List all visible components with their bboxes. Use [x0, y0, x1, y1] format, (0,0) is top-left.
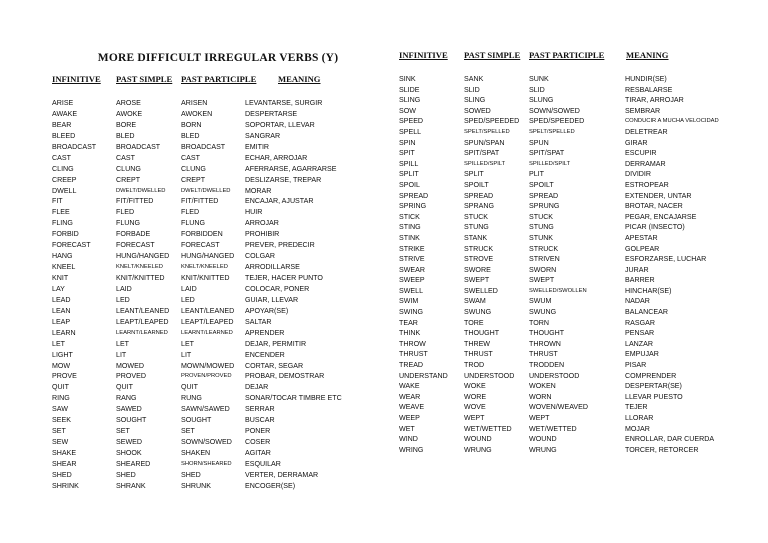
- page-title: MORE DIFFICULT IRREGULAR VERBS (Y): [97, 52, 339, 64]
- past-participle-cell: STUCK: [529, 212, 554, 221]
- infinitive-cell: SHED: [52, 470, 72, 479]
- past-simple-cell: STRUCK: [464, 244, 494, 253]
- meaning-cell: ARROJAR: [245, 219, 279, 228]
- meaning-cell: SANGRAR: [245, 131, 281, 140]
- meaning-cell: EMPUJAR: [625, 350, 659, 359]
- past-simple-cell: FIT/FITTED: [116, 197, 154, 206]
- past-simple-cell: CAST: [116, 153, 135, 162]
- infinitive-cell: BROADCAST: [52, 142, 97, 151]
- infinitive-cell: LET: [52, 339, 66, 348]
- past-simple-cell: WOUND: [464, 435, 492, 444]
- past-participle-cell: DWELT/DWELLED: [181, 187, 231, 194]
- infinitive-cell: SPREAD: [399, 191, 429, 200]
- past-participle-cell: LEAPT/LEAPED: [181, 317, 234, 326]
- past-participle-cell: TORN: [529, 318, 549, 327]
- past-simple-cell: SPLIT: [464, 170, 484, 179]
- past-participle-cell: LEANT/LEANED: [181, 306, 235, 315]
- past-participle-cell: SHRUNK: [181, 481, 211, 490]
- header-meaning: MEANING: [626, 50, 669, 60]
- meaning-cell: GOLPEAR: [625, 244, 660, 253]
- past-simple-cell: WRUNG: [464, 445, 492, 454]
- infinitive-cell: SHAKE: [52, 449, 77, 457]
- infinitive-cell: FORECAST: [52, 241, 91, 250]
- past-participle-cell: AWOKEN: [181, 109, 213, 118]
- past-participle-cell: SHED: [181, 470, 201, 479]
- past-simple-cell: SHED: [116, 470, 136, 479]
- past-participle-cell: BORN: [181, 120, 202, 129]
- infinitive-cell: FLEE: [52, 208, 70, 217]
- past-participle-cell: SAWN/SAWED: [181, 405, 230, 414]
- past-simple-cell: LEANT/LEANED: [116, 306, 170, 315]
- past-simple-cell: SEWED: [116, 438, 143, 447]
- past-participle-cell: STUNK: [529, 233, 554, 242]
- header-past-participle: PAST PARTICIPLE: [181, 74, 257, 84]
- past-simple-cell: SPOILT: [464, 180, 489, 189]
- meaning-cell: SEMBRAR: [625, 106, 661, 115]
- past-participle-cell: WOKEN: [529, 382, 556, 391]
- infinitive-cell: STRIVE: [399, 255, 425, 264]
- past-participle-cell: THOUGHT: [529, 329, 565, 338]
- past-simple-cell: SPRANG: [464, 202, 494, 211]
- meaning-cell: APRENDER: [245, 328, 285, 337]
- infinitive-cell: SWEAR: [399, 265, 426, 274]
- past-participle-cell: SLID: [529, 85, 545, 94]
- meaning-cell: HINCHAR(SE): [625, 286, 672, 295]
- past-simple-cell: MOWED: [116, 361, 144, 370]
- past-simple-cell: FORECAST: [116, 241, 155, 250]
- infinitive-cell: WIND: [399, 435, 418, 444]
- meaning-cell: LLORAR: [625, 414, 654, 422]
- infinitive-cell: BLEED: [52, 131, 76, 140]
- meaning-cell: LEVANTARSE, SURGIR: [245, 99, 323, 107]
- past-simple-cell: SHEARED: [116, 459, 151, 468]
- infinitive-cell: SPEED: [399, 117, 424, 126]
- past-participle-cell: SLUNG: [529, 96, 554, 105]
- past-participle-cell: HUNG/HANGED: [181, 252, 235, 261]
- past-participle-cell: WORN: [529, 392, 552, 401]
- infinitive-cell: FORBID: [52, 230, 79, 239]
- meaning-cell: SOPORTAR, LLEVAR: [245, 120, 315, 129]
- infinitive-cell: THRUST: [399, 350, 428, 359]
- header-infinitive: INFINITIVE: [399, 50, 448, 60]
- past-simple-cell: BORE: [116, 120, 137, 129]
- past-participle-cell: FLUNG: [181, 219, 206, 228]
- infinitive-cell: STRIKE: [399, 244, 425, 253]
- past-participle-cell: STRUCK: [529, 244, 559, 253]
- past-simple-cell: SPILLED/SPILT: [464, 160, 506, 167]
- infinitive-cell: WAKE: [399, 382, 420, 391]
- meaning-cell: DESLIZARSE, TREPAR: [245, 175, 322, 184]
- meaning-cell: ENCOGER(SE): [245, 481, 296, 490]
- past-simple-cell: BROADCAST: [116, 142, 161, 151]
- infinitive-cell: ARISE: [52, 99, 74, 107]
- past-participle-cell: SPREAD: [529, 191, 559, 200]
- meaning-cell: MOJAR: [625, 424, 650, 433]
- past-participle-cell: STUNG: [529, 223, 554, 232]
- infinitive-cell: SET: [52, 427, 66, 436]
- past-simple-cell: SLING: [464, 96, 486, 105]
- infinitive-cell: LEAP: [52, 317, 71, 326]
- past-simple-cell: SLID: [464, 85, 480, 94]
- past-participle-cell: SPED/SPEEDED: [529, 117, 585, 126]
- past-participle-cell: SHORN/SHEARED: [181, 460, 232, 467]
- past-simple-cell: DWELT/DWELLED: [116, 187, 166, 194]
- infinitive-cell: WEAR: [399, 392, 421, 401]
- past-participle-cell: SOWN/SOWED: [181, 438, 232, 447]
- infinitive-cell: HANG: [52, 252, 73, 261]
- meaning-cell: ESTROPEAR: [625, 180, 669, 189]
- meaning-cell: PICAR (INSECTO): [625, 223, 685, 232]
- meaning-cell: AFERRARSE, AGARRARSE: [245, 164, 337, 173]
- infinitive-cell: TEAR: [399, 318, 418, 327]
- past-participle-cell: TRODDEN: [529, 361, 565, 370]
- past-participle-cell: FIT/FITTED: [181, 197, 219, 206]
- meaning-cell: COLOCAR, PONER: [245, 284, 310, 293]
- infinitive-cell: BEAR: [52, 120, 72, 129]
- meaning-cell: NADAR: [625, 297, 650, 306]
- past-participle-cell: SWORN: [529, 265, 557, 274]
- meaning-cell: COLGAR: [245, 252, 275, 261]
- past-simple-cell: STANK: [464, 233, 488, 242]
- infinitive-cell: SWEEP: [399, 276, 425, 285]
- past-simple-cell: LEAPT/LEAPED: [116, 317, 169, 326]
- past-participle-cell: BROADCAST: [181, 142, 226, 151]
- past-participle-cell: FORBIDDEN: [181, 230, 223, 239]
- infinitive-cell: KNEEL: [52, 263, 76, 272]
- past-participle-cell: SHAKEN: [181, 449, 211, 457]
- past-simple-cell: WOVE: [464, 403, 486, 412]
- meaning-cell: LANZAR: [625, 339, 653, 348]
- past-simple-cell: UNDERSTOOD: [464, 371, 515, 380]
- past-simple-cell: WOKE: [464, 382, 486, 391]
- past-participle-cell: QUIT: [181, 383, 198, 392]
- header-meaning: MEANING: [278, 74, 321, 84]
- past-simple-cell: WEPT: [464, 414, 485, 422]
- meaning-cell: BUSCAR: [245, 416, 275, 425]
- past-simple-cell: THOUGHT: [464, 329, 500, 338]
- meaning-cell: VERTER, DERRAMAR: [245, 470, 319, 479]
- infinitive-cell: DWELL: [52, 186, 77, 195]
- past-participle-cell: ARISEN: [181, 99, 208, 107]
- infinitive-cell: RING: [52, 394, 70, 403]
- past-participle-cell: LIT: [181, 350, 192, 359]
- infinitive-cell: SINK: [399, 75, 416, 83]
- past-simple-cell: HUNG/HANGED: [116, 252, 170, 261]
- past-participle-cell: CLUNG: [181, 164, 206, 173]
- meaning-cell: EXTENDER, UNTAR: [625, 191, 692, 200]
- past-participle-cell: CAST: [181, 153, 200, 162]
- infinitive-cell: FIT: [52, 197, 63, 206]
- infinitive-cell: SEW: [52, 438, 69, 447]
- past-participle-cell: LEARNT/LEARNED: [181, 329, 233, 336]
- meaning-cell: COSER: [245, 438, 271, 447]
- past-simple-cell: STROVE: [464, 255, 494, 264]
- meaning-cell: DIVIDIR: [625, 170, 652, 179]
- past-simple-cell: FLUNG: [116, 219, 141, 228]
- meaning-cell: ESFORZARSE, LUCHAR: [625, 255, 707, 264]
- infinitive-cell: SWING: [399, 308, 424, 317]
- infinitive-cell: STING: [399, 223, 421, 232]
- infinitive-cell: CAST: [52, 153, 71, 162]
- past-simple-cell: LIT: [116, 350, 127, 359]
- past-simple-cell: SET: [116, 427, 130, 436]
- meaning-cell: BALANCEAR: [625, 308, 668, 317]
- infinitive-cell: KNIT: [52, 274, 69, 282]
- infinitive-cell: SPIT: [399, 149, 415, 158]
- past-participle-cell: SPUN: [529, 138, 549, 147]
- infinitive-cell: LAY: [52, 284, 65, 293]
- past-participle-cell: WOVEN/WEAVED: [529, 403, 588, 412]
- meaning-cell: DELETREAR: [625, 127, 668, 136]
- past-participle-cell: WEPT: [529, 414, 550, 422]
- meaning-cell: DEJAR: [245, 383, 269, 392]
- meaning-cell: APESTAR: [625, 233, 658, 242]
- infinitive-cell: SPOIL: [399, 180, 420, 189]
- meaning-cell: HUNDIR(SE): [625, 75, 667, 83]
- past-simple-cell: CLUNG: [116, 164, 141, 173]
- infinitive-cell: LEAN: [52, 306, 71, 315]
- past-participle-cell: RUNG: [181, 394, 202, 403]
- meaning-cell: EMITIR: [245, 142, 270, 151]
- infinitive-cell: SEEK: [52, 416, 71, 425]
- meaning-cell: GUIAR, LLEVAR: [245, 295, 299, 304]
- past-simple-cell: RANG: [116, 394, 137, 403]
- past-simple-cell: BLED: [116, 131, 135, 140]
- past-participle-cell: SUNK: [529, 75, 549, 83]
- meaning-cell: PEGAR, ENCAJARSE: [625, 212, 697, 221]
- infinitive-cell: SWIM: [399, 297, 419, 306]
- meaning-cell: TIRAR, ARROJAR: [625, 96, 684, 105]
- infinitive-cell: WRING: [399, 445, 424, 454]
- meaning-cell: PISAR: [625, 361, 647, 370]
- infinitive-cell: SHRINK: [52, 481, 79, 490]
- past-simple-cell: WET/WETTED: [464, 424, 512, 433]
- past-participle-cell: THROWN: [529, 339, 561, 348]
- meaning-cell: CORTAR, SEGAR: [245, 361, 304, 370]
- past-simple-cell: SPELT/SPELLED: [464, 128, 510, 135]
- meaning-cell: TEJER: [625, 403, 648, 412]
- past-simple-cell: SOWED: [464, 106, 491, 115]
- past-participle-cell: KNELT/KNEELED: [181, 264, 228, 271]
- past-simple-cell: PROVED: [116, 372, 146, 381]
- meaning-cell: RASGAR: [625, 318, 655, 327]
- infinitive-cell: SAW: [52, 405, 68, 414]
- past-participle-cell: SET: [181, 427, 195, 436]
- past-simple-cell: TROD: [464, 361, 485, 370]
- past-simple-cell: SWAM: [464, 297, 486, 306]
- past-simple-cell: LEARNT/LEARNED: [116, 329, 168, 336]
- meaning-cell: DERRAMAR: [625, 159, 666, 168]
- meaning-cell: JURAR: [625, 265, 649, 274]
- past-simple-cell: KNIT/KNITTED: [116, 274, 165, 282]
- meaning-cell: DEJAR, PERMITIR: [245, 339, 307, 348]
- past-participle-cell: SPILLED/SPILT: [529, 160, 571, 167]
- past-participle-cell: STRIVEN: [529, 255, 560, 264]
- past-participle-cell: SOUGHT: [181, 416, 212, 425]
- header-past-simple: PAST SIMPLE: [116, 74, 173, 84]
- infinitive-cell: SPELL: [399, 127, 422, 136]
- infinitive-cell: STICK: [399, 212, 420, 221]
- infinitive-cell: SLIDE: [399, 85, 420, 94]
- infinitive-cell: AWAKE: [52, 109, 78, 118]
- past-simple-cell: STUNG: [464, 223, 489, 232]
- infinitive-cell: QUIT: [52, 383, 69, 392]
- past-participle-cell: FLED: [181, 208, 200, 217]
- meaning-cell: ARRODILLARSE: [245, 263, 300, 272]
- past-simple-cell: AWOKE: [116, 109, 143, 118]
- past-simple-cell: FORBADE: [116, 230, 151, 239]
- infinitive-cell: FLING: [52, 219, 73, 228]
- past-participle-cell: SPOILT: [529, 180, 554, 189]
- header-past-simple: PAST SIMPLE: [464, 50, 521, 60]
- infinitive-cell: LIGHT: [52, 350, 73, 359]
- past-participle-cell: LAID: [181, 284, 197, 293]
- infinitive-cell: UNDERSTAND: [399, 371, 448, 380]
- meaning-cell: ENCAJAR, AJUSTAR: [245, 197, 314, 206]
- meaning-cell: ENCENDER: [245, 350, 285, 359]
- header-infinitive: INFINITIVE: [52, 74, 101, 84]
- infinitive-cell: THINK: [399, 329, 421, 338]
- past-simple-cell: SAWED: [116, 405, 142, 414]
- meaning-cell: HUIR: [245, 208, 263, 217]
- meaning-cell: ECHAR, ARROJAR: [245, 153, 308, 162]
- infinitive-cell: LEAD: [52, 295, 71, 304]
- past-simple-cell: AROSE: [116, 99, 141, 107]
- past-simple-cell: LAID: [116, 284, 132, 293]
- meaning-cell: AGITAR: [245, 449, 271, 457]
- past-participle-cell: SPRUNG: [529, 202, 560, 211]
- past-simple-cell: SOUGHT: [116, 416, 147, 425]
- meaning-cell: BARRER: [625, 276, 655, 285]
- infinitive-cell: MOW: [52, 361, 71, 370]
- past-participle-cell: PLIT: [529, 170, 544, 179]
- infinitive-cell: LEARN: [52, 328, 76, 337]
- past-participle-cell: PROVEN/PROVED: [181, 373, 232, 380]
- meaning-cell: ESCUPIR: [625, 149, 657, 158]
- past-participle-cell: SWEPT: [529, 276, 555, 285]
- past-simple-cell: SHOOK: [116, 449, 142, 457]
- meaning-cell: DESPERTARSE: [245, 109, 298, 118]
- meaning-cell: RESBALARSE: [625, 85, 673, 94]
- past-participle-cell: SPIT/SPAT: [529, 149, 565, 158]
- past-simple-cell: STUCK: [464, 212, 489, 221]
- past-simple-cell: QUIT: [116, 383, 133, 392]
- past-participle-cell: WET/WETTED: [529, 424, 577, 433]
- past-participle-cell: SWELLED/SWOLLEN: [529, 287, 587, 294]
- past-participle-cell: LED: [181, 295, 195, 304]
- past-participle-cell: BLED: [181, 131, 200, 140]
- infinitive-cell: CLING: [52, 164, 74, 173]
- past-participle-cell: SOWN/SOWED: [529, 106, 580, 115]
- past-participle-cell: UNDERSTOOD: [529, 371, 580, 380]
- infinitive-cell: THROW: [399, 339, 426, 348]
- past-simple-cell: SPED/SPEEDED: [464, 117, 520, 126]
- past-simple-cell: SANK: [464, 75, 484, 83]
- past-participle-cell: SWUM: [529, 297, 552, 306]
- past-participle-cell: SPELT/SPELLED: [529, 128, 575, 135]
- meaning-cell: PROBAR, DEMOSTRAR: [245, 372, 325, 381]
- past-simple-cell: TORE: [464, 318, 484, 327]
- infinitive-cell: STINK: [399, 233, 420, 242]
- meaning-cell: TEJER, HACER PUNTO: [245, 274, 323, 282]
- infinitive-cell: SPRING: [399, 202, 427, 211]
- meaning-cell: ENROLLAR, DAR CUERDA: [625, 435, 715, 444]
- meaning-cell: PONER: [245, 427, 271, 436]
- meaning-cell: TORCER, RETORCER: [625, 445, 699, 454]
- past-simple-cell: SHRANK: [116, 481, 146, 490]
- past-simple-cell: THREW: [464, 339, 491, 348]
- meaning-cell: CONDUCIR A MUCHA VELOCIDAD: [625, 118, 719, 125]
- infinitive-cell: WEAVE: [399, 403, 425, 412]
- meaning-cell: PENSAR: [625, 329, 655, 338]
- meaning-cell: COMPRENDER: [625, 371, 677, 380]
- meaning-cell: GIRAR: [625, 138, 648, 147]
- past-simple-cell: LET: [116, 339, 130, 348]
- past-participle-cell: FORECAST: [181, 241, 220, 250]
- meaning-cell: PROHIBIR: [245, 230, 280, 239]
- infinitive-cell: PROVE: [52, 372, 77, 381]
- past-participle-cell: CREPT: [181, 175, 206, 184]
- infinitive-cell: SPILL: [399, 159, 419, 168]
- meaning-cell: APOYAR(SE): [245, 306, 289, 315]
- meaning-cell: SALTAR: [245, 317, 272, 326]
- past-simple-cell: FLED: [116, 208, 135, 217]
- infinitive-cell: SPIN: [399, 138, 416, 147]
- infinitive-cell: SPLIT: [399, 170, 419, 179]
- past-simple-cell: SPREAD: [464, 191, 494, 200]
- past-participle-cell: WRUNG: [529, 445, 557, 454]
- past-participle-cell: KNIT/KNITTED: [181, 274, 230, 282]
- infinitive-cell: SHEAR: [52, 459, 77, 468]
- infinitive-cell: WEEP: [399, 414, 420, 422]
- meaning-cell: DESPERTAR(SE): [625, 382, 682, 391]
- infinitive-cell: SOW: [399, 106, 416, 115]
- meaning-cell: MORAR: [245, 186, 272, 195]
- past-simple-cell: SWUNG: [464, 308, 492, 317]
- meaning-cell: PREVER, PREDECIR: [245, 241, 315, 250]
- infinitive-cell: TREAD: [399, 361, 424, 370]
- past-participle-cell: MOWN/MOWED: [181, 361, 235, 370]
- meaning-cell: ESQUILAR: [245, 459, 281, 468]
- past-participle-cell: WOUND: [529, 435, 557, 444]
- past-simple-cell: SWELLED: [464, 286, 498, 295]
- past-participle-cell: THRUST: [529, 350, 558, 359]
- past-simple-cell: LED: [116, 295, 130, 304]
- meaning-cell: BROTAR, NACER: [625, 202, 683, 211]
- past-simple-cell: SWEPT: [464, 276, 490, 285]
- past-simple-cell: SPUN/SPAN: [464, 138, 505, 147]
- infinitive-cell: SLING: [399, 96, 421, 105]
- past-participle-cell: SWUNG: [529, 308, 557, 317]
- past-participle-cell: LET: [181, 339, 195, 348]
- past-simple-cell: KNELT/KNEELED: [116, 264, 163, 271]
- infinitive-cell: SWELL: [399, 286, 424, 295]
- past-simple-cell: THRUST: [464, 350, 493, 359]
- infinitive-cell: CREEP: [52, 175, 77, 184]
- infinitive-cell: WET: [399, 424, 415, 433]
- past-simple-cell: WORE: [464, 392, 487, 401]
- meaning-cell: SONAR/TOCAR TIMBRE ETC: [245, 394, 342, 403]
- past-simple-cell: SWORE: [464, 265, 491, 274]
- past-simple-cell: CREPT: [116, 175, 141, 184]
- meaning-cell: SERRAR: [245, 405, 275, 414]
- header-past-participle: PAST PARTICIPLE: [529, 50, 605, 60]
- meaning-cell: LLEVAR PUESTO: [625, 392, 683, 401]
- past-simple-cell: SPIT/SPAT: [464, 149, 500, 158]
